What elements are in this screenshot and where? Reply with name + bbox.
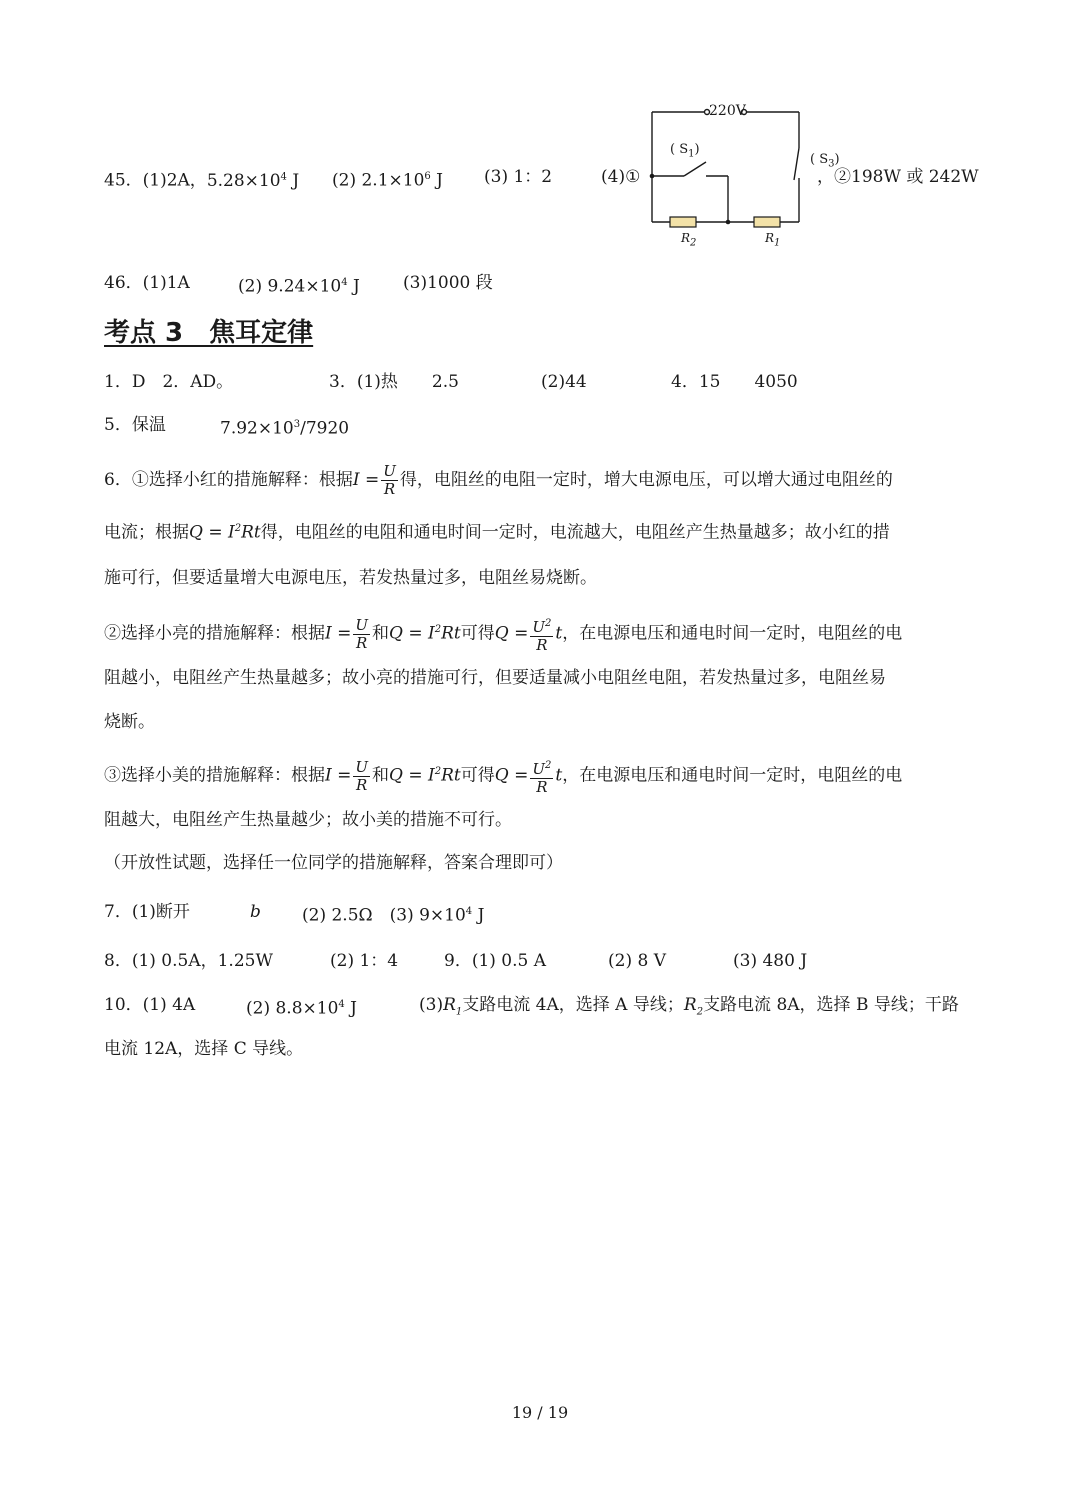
answer-8: 8．(1) 0.5A，1.25W xyxy=(104,951,273,971)
q45-label: 45．(1) xyxy=(104,170,167,191)
answer-3-part2: (2)44 xyxy=(541,372,587,392)
circuit-s3-label: ( $S_3$) xyxy=(810,152,840,170)
answer-6b-line1: ②选择小亮的措施解释：根据I = $\frac{U}{R}$ 和$Q = I^2Rt$可得Q = $\frac{U^2}{R}$ t，在电源电压和通电时间一定时，电阻丝的电 xyxy=(104,615,903,654)
junction-dot xyxy=(726,220,731,225)
answer-6-note: （开放性试题，选择任一位同学的措施解释，答案合理即可） xyxy=(104,853,563,873)
q45-part1: 2A， xyxy=(166,170,207,191)
answer-9-part2: (2) 8 V xyxy=(608,951,666,971)
circuit-voltage-label: 220V xyxy=(709,103,746,119)
q45-part2: (2) $2.1\times 10^6$ J xyxy=(332,170,443,191)
fraction-u-over-r: $\frac{U}{R}$ xyxy=(355,615,369,652)
answer-4: 4．15 4050 xyxy=(671,372,798,392)
circuit-r2-label: $R_2$ xyxy=(681,231,697,249)
fraction-u-over-r: $\frac{U}{R}$ xyxy=(355,757,369,794)
q46-label: 46．(1)1A xyxy=(104,273,190,293)
q46-part3: (3)1000 段 xyxy=(403,273,493,293)
answer-6-line3: 施可行，但要适量增大电源电压，若发热量过多，电阻丝易烧断。 xyxy=(104,568,597,588)
answer-6-line1: 6．①选择小红的措施解释：根据I = $\frac{U}{R}$ 得，电阻丝的电阻一定时，增大电源电压，可以增大通过电阻丝的 xyxy=(104,462,893,498)
q45-part3: (3) 1：2 xyxy=(484,167,553,187)
q45-line xyxy=(104,166,299,192)
circuit-diagram xyxy=(644,98,814,253)
answer-7-label: 7．(1)断开 xyxy=(104,902,190,922)
q45-energy-1: $5.28\times 10^4$ J xyxy=(206,170,300,191)
q45-part4-tail: ，②198W 或 242W xyxy=(817,167,979,187)
answer-6b-line3: 烧断。 xyxy=(104,712,155,732)
circuit-r1-label: $R_1$ xyxy=(765,231,781,249)
answer-5-value: $7.92\times 10^3/7920$ xyxy=(220,418,350,439)
answer-6-line2: 电流；根据$Q = I^2Rt$得，电阻丝的电阻和通电时间一定时，电流越大，电阻丝产生热量越多；故小红的措 xyxy=(104,522,890,543)
answer-9: 9．(1) 0.5 A xyxy=(444,951,547,971)
resistor-r2 xyxy=(670,217,696,227)
q45-part4: (4)① xyxy=(601,167,641,187)
section-heading: 考点 3 焦耳定律 xyxy=(104,318,314,348)
junction-dot xyxy=(650,174,655,179)
answer-7-values: (2) 2.5Ω (3) $9\times 10^4$ J xyxy=(302,905,485,926)
q46-part2: (2) $9.24\times 10^4$ J xyxy=(238,276,360,297)
answer-8-part2: (2) 1：4 xyxy=(330,951,399,971)
answer-10-part3: $(3)R_1$支路电流 4A，选择 A 导线；$R_2$支路电流 8A，选择 B 导线；干路 xyxy=(419,995,959,1018)
answer-6c-line1: ③选择小美的措施解释：根据I = $\frac{U}{R}$ 和$Q = I^2Rt$可得Q = $\frac{U^2}{R}$ t，在电源电压和通电时间一定时，电阻丝的电 xyxy=(104,757,903,796)
answer-10-label: 10．(1) 4A xyxy=(104,995,196,1015)
answer-1-2: 1．D 2．AD。 xyxy=(104,372,234,392)
answer-10-line2: 电流 12A，选择 C 导线。 xyxy=(104,1039,304,1059)
answer-6c-line2: 阻越大，电阻丝产生热量越少；故小美的措施不可行。 xyxy=(104,810,512,830)
answer-3: 3．(1)热 2.5 xyxy=(329,372,459,392)
answer-7-b: b xyxy=(250,902,261,922)
page-number: 19 / 19 xyxy=(511,1403,569,1422)
answer-10-part2: (2) $8.8\times 10^4$ J xyxy=(246,998,357,1019)
fraction-u-over-r: $\frac{U}{R}$ xyxy=(383,462,396,498)
resistor-r1 xyxy=(754,217,780,227)
answer-9-part3: (3) 480 J xyxy=(733,951,808,971)
answer-6b-line2: 阻越小，电阻丝产生热量越多；故小亮的措施可行，但要适量减小电阻丝电阻，若发热量过多，电阻丝易 xyxy=(104,668,886,688)
fraction-u2-over-r: $\frac{U^2}{R}$ xyxy=(530,757,553,796)
circuit-s1-label: ( $S_1$) xyxy=(670,142,700,160)
answer-5-label: 5．保温 xyxy=(104,415,166,435)
fraction-u2-over-r: $\frac{U^2}{R}$ xyxy=(530,615,553,654)
